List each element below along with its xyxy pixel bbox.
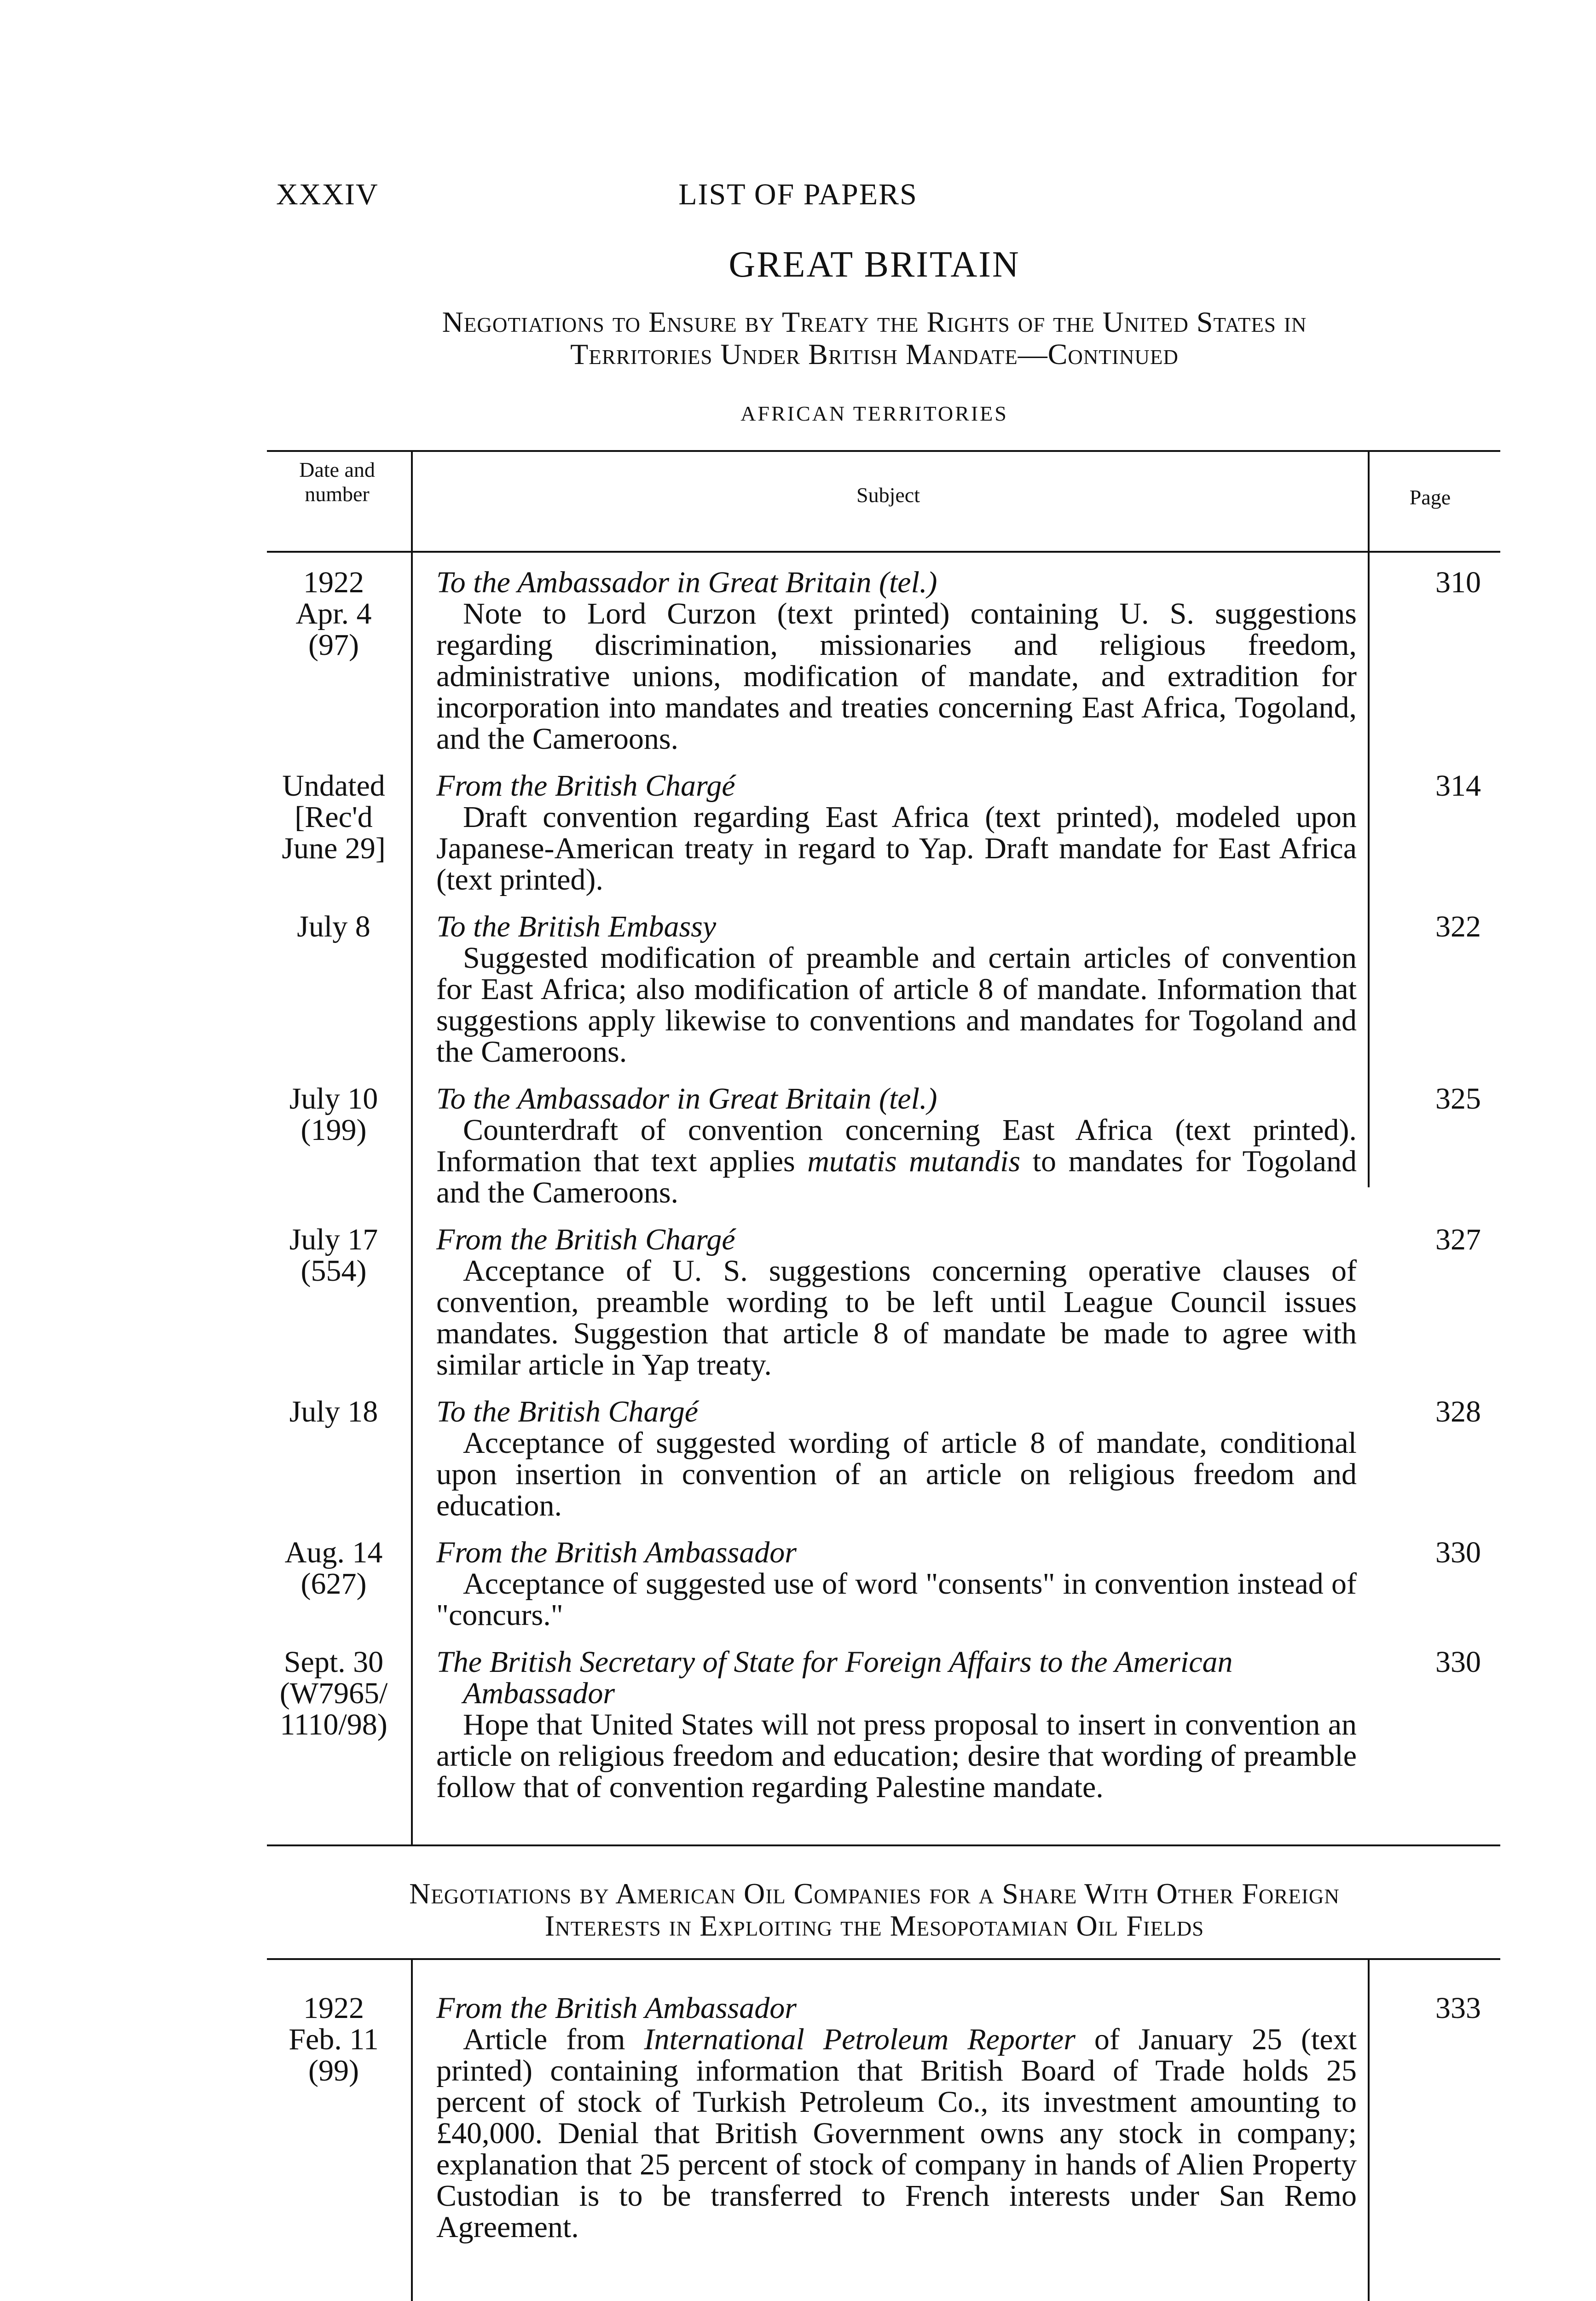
entry-correspondent: To the Ambassador in Great Britain (tel.) bbox=[436, 566, 937, 599]
entry-list bbox=[267, 1993, 1500, 2243]
section-heading-oil bbox=[258, 1878, 1491, 1943]
entry-date: Undated [Rec'd June 29] bbox=[282, 769, 386, 865]
list-item bbox=[267, 1083, 1500, 1208]
section-heading-line: Negotiations to Ensure by Treaty the Rights of the United States in bbox=[442, 306, 1307, 338]
entry-date: Sept. 30 (W7965/ 1110/98) bbox=[279, 1645, 388, 1741]
entry-correspondent: From the British Ambassador bbox=[436, 1536, 797, 1569]
entry-summary: Note to Lord Curzon (text printed) containing U. S. suggestions regarding discrimination, missionaries and religious freedom, administrative unions, modification of mandate, and extradition for incorporation into mandates and treaties concerning East Africa, Togoland, and the Cameroons. bbox=[436, 597, 1357, 756]
section-heading-line: Territories Under British Mandate—Continued bbox=[570, 338, 1179, 371]
entry-subject bbox=[436, 1647, 1357, 1803]
entry-date: 1922 Feb. 11 (99) bbox=[289, 1991, 379, 2087]
list-item bbox=[267, 567, 1500, 755]
country-heading: GREAT BRITAIN bbox=[729, 244, 1020, 285]
section-heading-line: Interests in Exploiting the Mesopotamian Oil Fields bbox=[544, 1909, 1204, 1943]
entry-correspondent-cont: Ambassador bbox=[463, 1677, 615, 1710]
entry-subject bbox=[436, 1537, 1357, 1631]
column-header-date: Date and number bbox=[299, 458, 375, 506]
list-item bbox=[267, 1537, 1500, 1631]
entry-correspondent: From the British Chargé bbox=[436, 769, 735, 803]
entry-correspondent: From the British Chargé bbox=[436, 1223, 735, 1256]
entry-subject bbox=[436, 911, 1357, 1068]
entry-page-number: 330 bbox=[1435, 1536, 1481, 1569]
entry-correspondent: The British Secretary of State for Foreign Affairs to the American bbox=[436, 1645, 1233, 1679]
entry-date: 1922 Apr. 4 (97) bbox=[295, 566, 372, 662]
entry-correspondent: To the Ambassador in Great Britain (tel.) bbox=[436, 1082, 937, 1116]
entry-summary: Acceptance of suggested wording of article 8 of mandate, conditional upon insertion in convention of an article on religious freedom and education. bbox=[436, 1426, 1357, 1522]
entry-subject bbox=[436, 770, 1357, 896]
list-item bbox=[267, 1224, 1500, 1381]
page-folio: XXXIV bbox=[276, 178, 379, 211]
entry-summary: Counterdraft of convention concerning East Africa (text printed). Information that text applies mutatis mutandis to mandates for Togoland and the Cameroons. bbox=[436, 1113, 1357, 1209]
list-item bbox=[267, 911, 1500, 1068]
entry-list bbox=[267, 567, 1500, 1803]
entry-page-number: 333 bbox=[1435, 1991, 1481, 2025]
entry-subject bbox=[436, 1224, 1357, 1381]
entry-summary: Acceptance of suggested use of word "consents" in convention instead of "concurs." bbox=[436, 1567, 1357, 1632]
column-header-page: Page bbox=[1409, 486, 1451, 509]
entry-page-number: 325 bbox=[1435, 1082, 1481, 1116]
table-top-rule bbox=[267, 1958, 1500, 1960]
entry-page-number: 330 bbox=[1435, 1645, 1481, 1679]
entry-date: Aug. 14 (627) bbox=[284, 1536, 383, 1601]
entry-subject bbox=[436, 1396, 1357, 1521]
entry-summary: Hope that United States will not press proposal to insert in convention an article on religious freedom and education; desire that wording of preamble follow that of convention regarding Palestine mandate. bbox=[436, 1708, 1357, 1804]
table-bottom-rule bbox=[267, 1844, 1500, 1846]
table-top-rule bbox=[267, 450, 1500, 452]
entry-correspondent: From the British Ambassador bbox=[436, 1991, 797, 2025]
table-header-rule bbox=[267, 551, 1500, 553]
entry-correspondent: To the British Embassy bbox=[436, 910, 717, 943]
entry-summary: Acceptance of U. S. suggestions concerning operative clauses of convention, preamble wording to be left until League Council issues mandates. Suggestion that article 8 of mandate be made to agree with similar article in Yap treaty. bbox=[436, 1254, 1357, 1382]
entry-subject bbox=[436, 567, 1357, 755]
section-heading-mandates bbox=[258, 306, 1491, 371]
list-item bbox=[267, 1993, 1500, 2243]
list-item bbox=[267, 770, 1500, 896]
entry-page-number: 328 bbox=[1435, 1395, 1481, 1428]
entry-subject bbox=[436, 1083, 1357, 1208]
entry-page-number: 322 bbox=[1435, 910, 1481, 943]
list-item bbox=[267, 1396, 1500, 1521]
entry-subject bbox=[436, 1993, 1357, 2243]
entry-summary: Suggested modification of preamble and certain articles of convention for East Africa; also modification of article 8 of mandate. Information that suggestions apply likewise to conventions and mandates for Togoland and the Cameroons. bbox=[436, 941, 1357, 1069]
section-heading-line: Negotiations by American Oil Companies for a Share With Other Foreign bbox=[409, 1877, 1340, 1910]
entry-correspondent: To the British Chargé bbox=[436, 1395, 699, 1428]
list-item bbox=[267, 1647, 1500, 1803]
entry-date: July 8 bbox=[297, 910, 370, 943]
entry-summary: Article from International Petroleum Reporter of January 25 (text printed) containing information that British Board of Trade holds 25 percent of stock of Turkish Petroleum Co., its investment amounting to £40,000. Denial that British Government owns any stock in company; explanation that 25 percent of stock of company in hands of Alien Property Custodian is to be transferred to French interests under San Remo Agreement. bbox=[436, 2023, 1357, 2244]
entry-summary: Draft convention regarding East Africa (text printed), modeled upon Japanese-American treaty in regard to Yap. Draft mandate for East Africa (text printed). bbox=[436, 800, 1357, 896]
entry-page-number: 310 bbox=[1435, 566, 1481, 599]
column-header-subject: Subject bbox=[856, 483, 920, 507]
entry-date: July 10 (199) bbox=[289, 1082, 378, 1147]
entry-date: July 17 (554) bbox=[289, 1223, 378, 1288]
entry-page-number: 314 bbox=[1435, 769, 1481, 803]
entry-page-number: 327 bbox=[1435, 1223, 1481, 1256]
subsection-heading: AFRICAN TERRITORIES bbox=[740, 402, 1008, 425]
running-title: LIST OF PAPERS bbox=[678, 178, 918, 211]
entry-date: July 18 bbox=[289, 1395, 378, 1428]
